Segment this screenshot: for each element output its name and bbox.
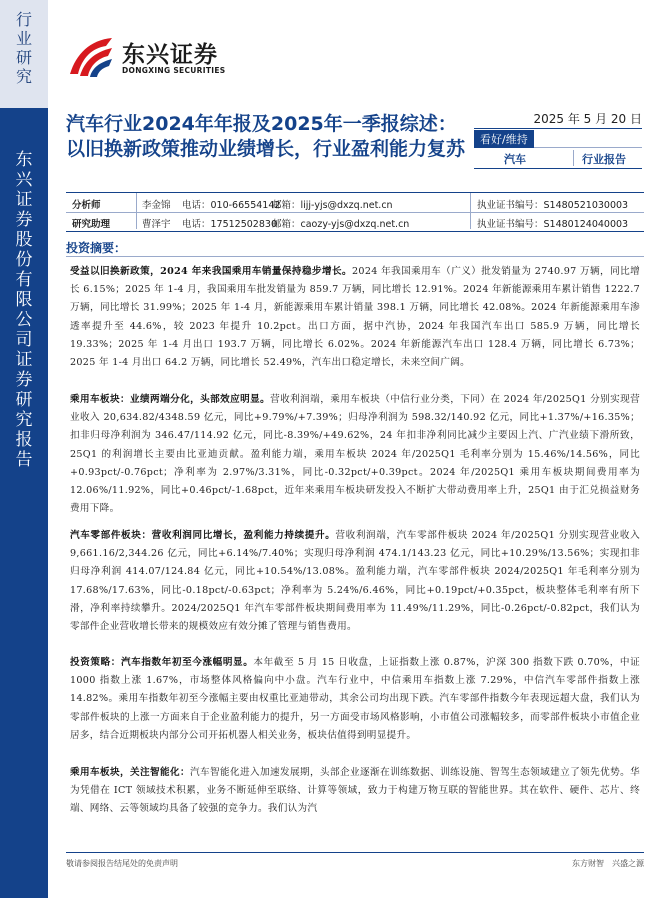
logo-chinese-name: 东兴证券	[122, 42, 218, 68]
sidebar-category-label	[0, 10, 48, 86]
analyst-name: 李金锦	[142, 200, 171, 211]
summary-paragraph	[70, 391, 640, 518]
sidebar-company-char: 告	[15, 450, 33, 470]
sidebar-company-label	[0, 150, 48, 470]
sidebar-company-char: 兴	[15, 170, 33, 190]
sidebar-category-char: 行	[15, 10, 32, 29]
sidebar-category-char: 业	[15, 29, 32, 48]
dongxing-logo-icon	[66, 34, 116, 80]
paragraph-body: 2024 年我国乘用车（广义）批发销量为 2740.97 万辆，同比增长 6.15%；2025 年 1-4 月，我国乘用车批发销量为 859.7 万辆，同比增长 12.91%。2024 年新能源乘用车累计销售 1222.7 万辆，同比增长 31.99%；2025 年 1-4 月，新能源乘用车累计销量 398.1 万辆，同比增长 42.08%。2024 年新能源乘用车渗透率提升至 44.6%，较 2023 年提升 10.2pct。出口方面，据中汽协，2024 年我国汽车出口 585.9 万辆，同比增长 19.33%；2025 年 1-4 月出口 193.7 万辆，同比增长 6.02%。2024 年新能源汽车出口 128.4 万辆，同比增长 6.73%；2025 年 1-4 月出口 64.2 万辆，同比增长 52.49%，汽车出口稳定增长，未来空间广阔。	[70, 266, 640, 369]
sidebar-company-char: 有	[15, 270, 33, 290]
analyst-name: 曹泽宇	[142, 219, 171, 230]
paragraph-lead: 汽车零部件板块：营收利润同比增长，盈利能力持续提升。	[70, 530, 336, 541]
report-date: 2025 年 5 月 20 日	[474, 110, 642, 129]
paragraph-body: 本年截至 5 月 15 日收盘，上证指数上涨 0.87%，沪深 300 指数下跌 0.70%，中证 1000 指数上涨 1.67%，市场整体风格偏向中小盘。汽车行业中，中信乘用车指数上涨 7.29%，中信汽车零部件指数上涨 14.82%。乘用车指数年初至今涨幅主要由权重比亚迪带动，其余公司均出现下跌。汽车零部件指数今年表现远超大盘，我们认为零部件板块的上涨一方面来自于企业盈利能力的提升，另一方面受市场风格影响，小市值公司涨幅较多，而零部件板块小市值企业居多，结合近期板块内部分公司开拓机器人相关业务，板块估值得到明显提升。	[70, 657, 640, 741]
paragraph-lead: 受益以旧换新政策，2024 年来我国乘用车销量保持稳步增长。	[70, 266, 353, 277]
paragraph-body: 汽车智能化进入加速发展期，头部企业逐渐在训练数据、训练设施、智驾生态领域建立了领先优势。华为凭借在 ICT 领域技术积累，业务不断延伸至联络、计算等领域，致力于构建万物互联的智能世界。其在软件、硬件、芯片、终端、网络、云等领域均具备了较强的竞争力。我们认为汽	[70, 767, 640, 815]
analyst-role: 研究助理	[72, 219, 111, 230]
analyst-row	[66, 213, 644, 231]
sidebar-category-char: 研	[15, 48, 32, 67]
report-title: 汽车行业2024年年报及2025年一季报综述：以旧换新政策推动业绩增长，行业盈利能力复苏	[66, 113, 466, 160]
rating-row	[474, 129, 642, 148]
logo-english-name: DONGXING SECURITIES	[122, 66, 226, 75]
summary-paragraph	[70, 764, 640, 819]
footer-slogan: 东方财智 兴盛之源	[572, 859, 644, 868]
section-title: 投资摘要：	[66, 241, 127, 255]
company-logo	[66, 34, 256, 84]
report-type-tag: 行业报告	[582, 153, 626, 166]
paragraph-lead: 投资策略：汽车指数年初至今涨幅明显。	[70, 657, 254, 668]
sidebar-company-char: 券	[15, 370, 33, 390]
paragraph-lead: 乘用车板块：业绩两端分化，头部效应明显。	[70, 394, 271, 405]
summary-paragraph	[70, 263, 640, 372]
section-divider	[66, 256, 644, 257]
sidebar-company-char: 证	[15, 350, 33, 370]
rating-badge: 看好/维持	[474, 130, 534, 148]
tag-divider	[573, 150, 574, 166]
footer-disclaimer: 敬请参阅报告结尾处的免责声明	[66, 859, 178, 868]
analyst-email[interactable]: 邮箱：lijj-yjs@dxzq.net.cn	[272, 200, 393, 211]
summary-paragraph	[70, 654, 640, 745]
sidebar	[0, 0, 48, 898]
analyst-phone: 电话：010-66554142	[182, 200, 281, 211]
analyst-phone: 电话：17512502830	[182, 219, 277, 230]
analyst-cert: 执业证书编号：S1480124040003	[477, 219, 629, 230]
paragraph-lead: 乘用车板块，关注智能化：	[70, 767, 191, 778]
paragraph-body: 营收利润端，汽车零部件板块 2024 年/2025Q1 分别实现营业收入 9,661.16/2,344.26 亿元，同比+6.14%/7.40%；实现归母净利润 474.1/143.23 亿元，同比+10.29%/13.56%；实现扣非归母净利润 414.07/124.84 亿元，同比+10.54%/13.08%。盈利能力端，汽车零部件板块 2024/2025Q1 年毛利率分别为 17.68%/17.63%，同比-0.18pct/-0.63pct；净利率为 5.24%/6.46%，同比+0.19pct/+0.35pct，板块整体毛利率有所下滑，净利率持续攀升。2024/2025Q1 年汽车零部件板块期间费用率为 11.49%/11.29%，同比-0.26pct/-0.82pct，我们认为零部件企业营收增长带来的规模效应有效分摊了管理与销售费用。	[70, 530, 641, 633]
sector-tag: 汽车	[504, 153, 526, 166]
analyst-role: 分析师	[72, 200, 101, 211]
paragraph-body: 营收利润端，乘用车板块（中信行业分类，下同）在 2024 年/2025Q1 分别实现营业收入 20,634.82/4348.59 亿元，同比+9.79%/+7.39%；归母净利润为 598.32/140.92 亿元，同比+1.37%/+16.35%；扣非归母净利润为 346.47/114.92 亿元，同比-8.39%/+49.62%，24 年扣非净利同比减少主要因上汽、广汽业绩下滑所致，25Q1 的利润增长主要由比亚迪贡献。盈利能力端，乘用车板块 2024 年/2025Q1 毛利率分别为 15.46%/14.56%，同比+0.93pct/-0.76pct；净利率为 2.97%/3.31%，同比-0.32pct/+0.39pct。2024 年/2025Q1 乘用车板块期间费用率为 12.06%/11.92%，同比+0.46pct/-1.68pct，近年来乘用车板块研发投入不断扩大带动费用率上升，25Q1 由于汇兑损益财务费用下降。	[70, 394, 640, 515]
sidebar-company-char: 股	[15, 230, 33, 250]
sidebar-company-char: 研	[15, 390, 33, 410]
sidebar-company-char: 限	[15, 290, 33, 310]
sidebar-company-char: 公	[15, 310, 33, 330]
sidebar-company-char: 东	[15, 150, 33, 170]
analyst-cert: 执业证书编号：S1480521030003	[477, 200, 629, 211]
sidebar-category-char: 究	[15, 67, 32, 86]
sidebar-company-char: 究	[15, 410, 33, 430]
sidebar-company-char: 份	[15, 250, 33, 270]
footer-divider	[66, 852, 644, 853]
analyst-email[interactable]: 邮箱：caozy-yjs@dxzq.net.cn	[272, 219, 410, 230]
sidebar-company-char: 报	[15, 430, 33, 450]
sidebar-company-char: 司	[15, 330, 33, 350]
sidebar-company-char: 券	[15, 210, 33, 230]
analyst-row	[66, 194, 644, 213]
analyst-table	[66, 192, 644, 232]
summary-paragraph	[70, 527, 640, 636]
tag-row	[474, 148, 642, 169]
report-meta-box	[474, 110, 642, 169]
sidebar-company-char: 证	[15, 190, 33, 210]
